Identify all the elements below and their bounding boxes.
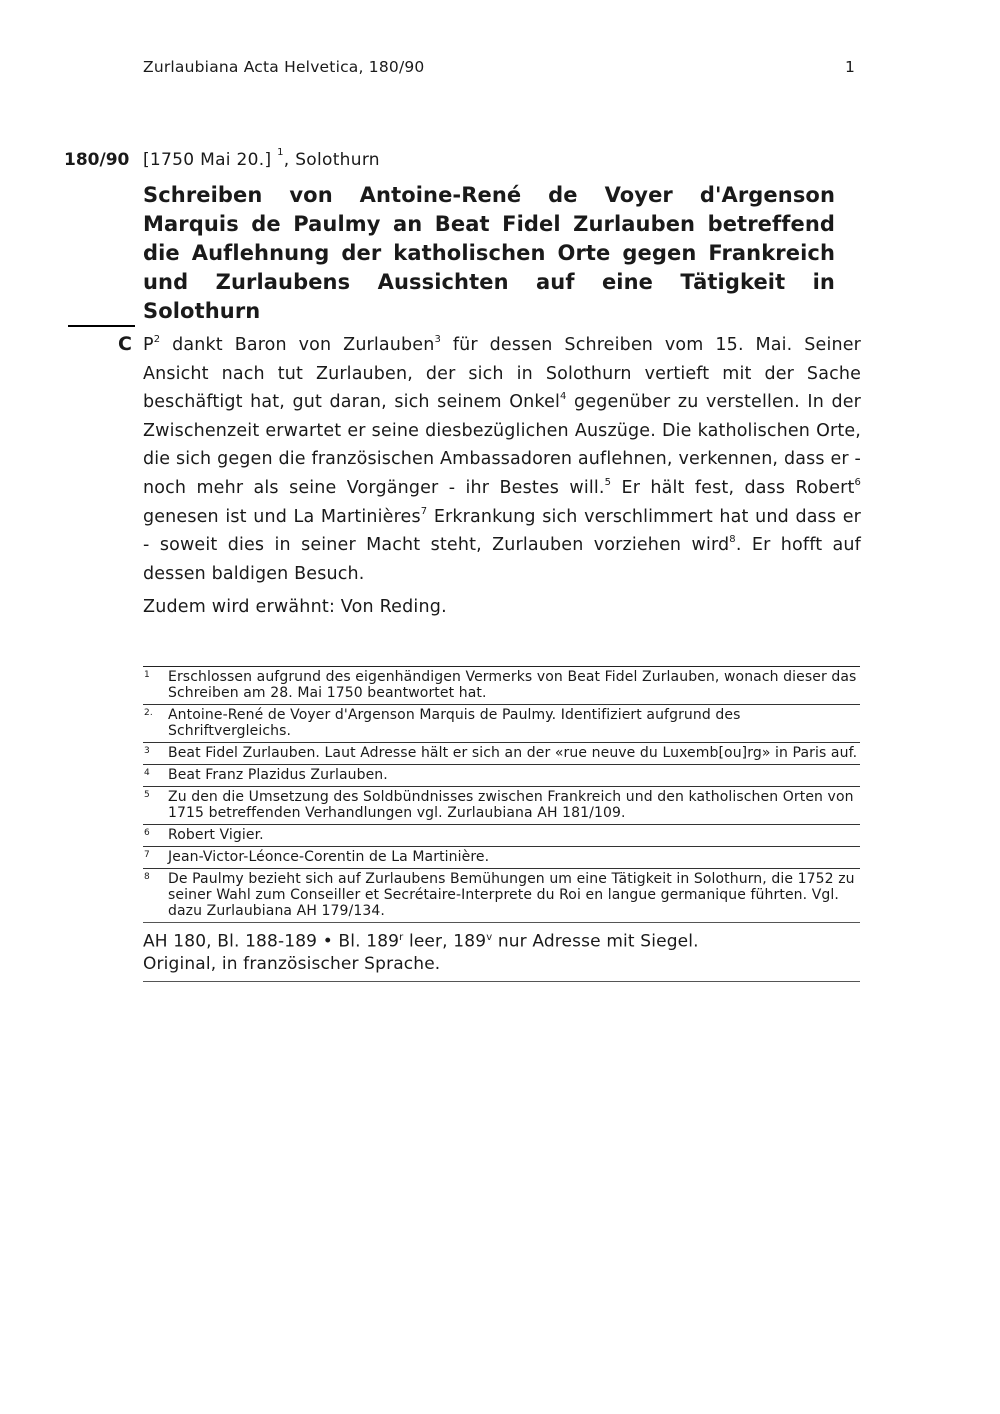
- footnote-text: Erschlossen aufgrund des eigenhändigen Vermerks von Beat Fidel Zurlauben, wonach dieser das Schreiben am 28. Mai 1750 beantwortet hat.: [168, 669, 857, 701]
- footnote: [143, 666, 860, 704]
- body-segment: für dessen Schreiben vom 15. Mai. Seiner Ansicht nach tut Zurlauben, der sich in Solothurn vertieft mit der Sache beschäftigt hat, gut daran, sich seinem Onkel: [143, 335, 861, 413]
- source-text: nur Adresse mit Siegel.: [492, 931, 699, 952]
- footnotes: [143, 666, 860, 982]
- footnote-number: 3: [144, 746, 150, 756]
- source-line-2: Original, in französischer Sprache.: [143, 953, 441, 974]
- footnote: [143, 868, 860, 922]
- footnote: [143, 846, 860, 868]
- footnote-number: 8: [144, 872, 150, 882]
- footnote-text: Robert Vigier.: [168, 827, 264, 843]
- footnote-ref[interactable]: 7: [420, 505, 428, 517]
- body-segment: dankt Baron von Zurlauben: [160, 335, 435, 355]
- footnote-number: 5: [144, 790, 150, 800]
- footnote-text: Zu den die Umsetzung des Soldbündnisses zwischen Frankreich und den katholischen Orten von 1715 betreffenden Verhandlungen vgl. Zurlaubiana AH 181/109.: [168, 789, 854, 821]
- footnote-ref[interactable]: 6: [854, 477, 861, 489]
- footnote-ref[interactable]: 4: [560, 391, 567, 403]
- footnote-ref[interactable]: 2: [153, 334, 161, 346]
- recto-mark: r: [399, 932, 404, 943]
- page-number: 1: [844, 58, 855, 76]
- footnote-text: De Paulmy bezieht sich auf Zurlaubens Bemühungen um eine Tätigkeit in Solothurn, die 1752 zu seiner Wahl zum Conseiller et Secrétaire-Interprete du Roi en langue germanique führten. Vgl. dazu Zurlaubiana AH 179/134.: [168, 871, 855, 919]
- body-segment: genesen ist und La Martinières: [143, 506, 421, 527]
- footnote-ref[interactable]: 8: [729, 534, 736, 546]
- footnote: [143, 824, 860, 846]
- source-text: AH 180, Bl. 188-189 • Bl. 189: [143, 931, 400, 952]
- running-header: [143, 58, 859, 76]
- mentioned-line: Zudem wird erwähnt: Von Reding.: [143, 597, 447, 617]
- body-segment: . Er hofft auf dessen baldigen Besuch.: [143, 535, 861, 584]
- footnote: [143, 742, 860, 764]
- type-mark: C: [118, 333, 132, 355]
- source-note: [143, 922, 860, 982]
- footnote-text: Antoine-René de Voyer d'Argenson Marquis de Paulmy. Identifiziert aufgrund des Schriftvergleichs.: [168, 707, 741, 739]
- footnote: [143, 764, 860, 786]
- body-segment: Er hält fest, dass Robert: [611, 477, 855, 498]
- footnote-ref[interactable]: 5: [604, 477, 612, 489]
- footnote-number: 1: [144, 670, 150, 680]
- source-text: leer, 189: [403, 931, 487, 952]
- source-line-1: [143, 927, 860, 953]
- footnote-number: 4: [144, 768, 150, 778]
- footnote-number: 7: [144, 850, 150, 860]
- entry-place: , Solothurn: [283, 150, 380, 170]
- verso-mark: v: [486, 932, 493, 943]
- entry-title: Schreiben von Antoine-René de Voyer d'Argenson Marquis de Paulmy an Beat Fidel Zurlauben betreffend die Auflehnung der katholischen Orte gegen Frankreich und Zurlaubens Aussichten auf eine Tätigkeit in Solothurn: [143, 183, 835, 323]
- section-rule: [68, 325, 135, 327]
- footnote-number: 2.: [144, 708, 153, 718]
- footnote-ref[interactable]: 1: [277, 147, 284, 158]
- running-title: Zurlaubiana Acta Helvetica, 180/90: [143, 58, 425, 76]
- body-segment: Erkrankung sich verschlimmert hat und dass er - soweit dies in seiner Macht steht, Zurlauben vorziehen wird: [143, 506, 861, 556]
- body-segment: gegenüber zu verstellen. In der Zwischenzeit erwartet er seine diesbezüglichen Auszüge. Die katholischen Orte, die sich gegen die französischen Ambassadoren auflehnen, verkennen, dass er - noch mehr als seine Vorgänger - ihr Bestes will.: [143, 392, 861, 498]
- summary-paragraph: [143, 331, 861, 588]
- footnote: [143, 786, 860, 824]
- footnote-text: Beat Franz Plazidus Zurlauben.: [168, 767, 388, 783]
- footnote-number: 6: [144, 828, 150, 838]
- footnote-ref[interactable]: 3: [434, 334, 441, 346]
- entry-id: 180/90: [64, 150, 130, 170]
- entry-date: [143, 147, 380, 170]
- entry-date-text: [1750 Mai 20.]: [143, 150, 272, 170]
- footnote-text: Jean-Victor-Léonce-Corentin de La Martinière.: [168, 849, 490, 865]
- body-segment: P: [143, 335, 154, 355]
- footnote: [143, 704, 860, 742]
- footnote-text: Beat Fidel Zurlauben. Laut Adresse hält er sich an der «rue neuve du Luxemb[ou]rg» in Paris auf.: [168, 745, 858, 761]
